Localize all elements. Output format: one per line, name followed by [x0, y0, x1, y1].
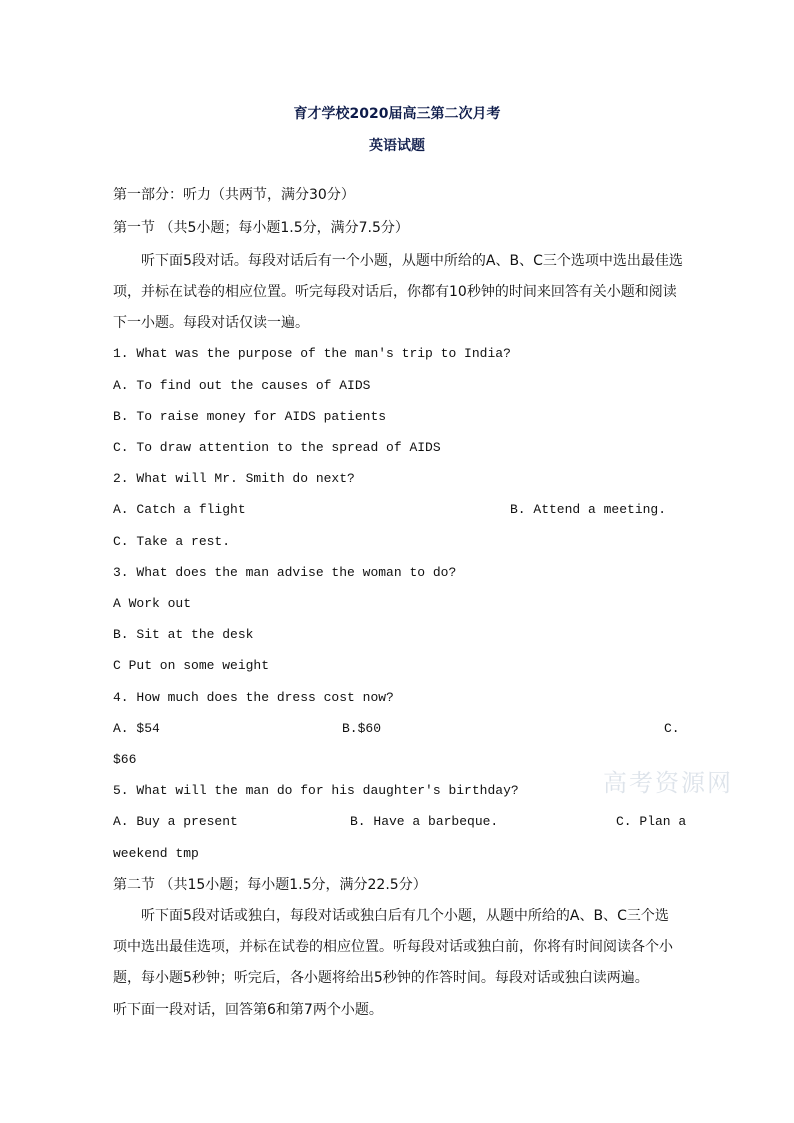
question-1-option-b: B. To raise money for AIDS patients	[113, 409, 387, 424]
section2-instruction-line: 项中选出最佳选项，并标在试卷的相应位置。听每段对话或独白前，你将有时间阅读各个小	[113, 939, 673, 955]
section1-instruction-line: 听下面5段对话。每段对话后有一个小题，从题中所给的A、B、C三个选项中选出最佳选	[141, 253, 683, 269]
question-4-option-c-value: $66	[113, 752, 137, 767]
question-2-option-b: B. Attend a meeting.	[510, 502, 667, 517]
question-4-option-c-label: C.	[664, 721, 680, 736]
question-3-option-a: A Work out	[113, 596, 192, 611]
question-2-stem: 2. What will Mr. Smith do next?	[113, 471, 355, 486]
exam-subtitle: 英语试题	[369, 138, 425, 154]
question-3-option-c: C Put on some weight	[113, 658, 270, 673]
question-5-option-c-continuation: weekend tmp	[113, 846, 199, 861]
exam-title: 育才学校2020届高三第二次月考	[293, 106, 501, 122]
question-5-stem: 5. What will the man do for his daughter's birthday?	[113, 783, 519, 798]
question-2-option-c: C. Take a rest.	[113, 534, 231, 549]
question-4-option-a: A. $54	[113, 721, 160, 736]
watermark: 高考资源网	[603, 769, 733, 797]
question-5-option-c-label: C. Plan a	[616, 814, 687, 829]
question-4-option-b: B.$60	[342, 721, 382, 736]
question-1-option-a: A. To find out the causes of AIDS	[113, 378, 371, 393]
question-1-option-c: C. To draw attention to the spread of AIDS	[113, 440, 441, 455]
section2-instruction-line: 听下面5段对话或独白，每段对话或独白后有几个小题，从题中所给的A、B、C三个选	[141, 908, 669, 924]
question-3-option-b: B. Sit at the desk	[113, 627, 254, 642]
question-3-stem: 3. What does the man advise the woman to do?	[113, 565, 457, 580]
question-1-stem: 1. What was the purpose of the man's trip to India?	[113, 346, 511, 361]
question-4-stem: 4. How much does the dress cost now?	[113, 690, 394, 705]
section1-instruction-line: 项，并标在试卷的相应位置。听完每段对话后，你都有10秒钟的时间来回答有关小题和阅读	[113, 284, 677, 300]
section2-heading: 第二节 （共15小题；每小题1.5分，满分22.5分）	[113, 877, 427, 893]
question-2-option-a: A. Catch a flight	[113, 502, 246, 517]
part1-heading: 第一部分：听力（共两节，满分30分）	[113, 187, 355, 203]
section1-instruction-line: 下一小题。每段对话仅读一遍。	[113, 315, 309, 331]
section2-instruction-line: 题，每小题5秒钟；听完后，各小题将给出5秒钟的作答时间。每段对话或独白读两遍。	[113, 970, 649, 986]
section1-heading: 第一节 （共5小题；每小题1.5分，满分7.5分）	[113, 220, 409, 236]
question-5-option-b: B. Have a barbeque.	[350, 814, 499, 829]
question-5-option-a: A. Buy a present	[113, 814, 238, 829]
section2-note: 听下面一段对话，回答第6和第7两个小题。	[113, 1002, 383, 1018]
